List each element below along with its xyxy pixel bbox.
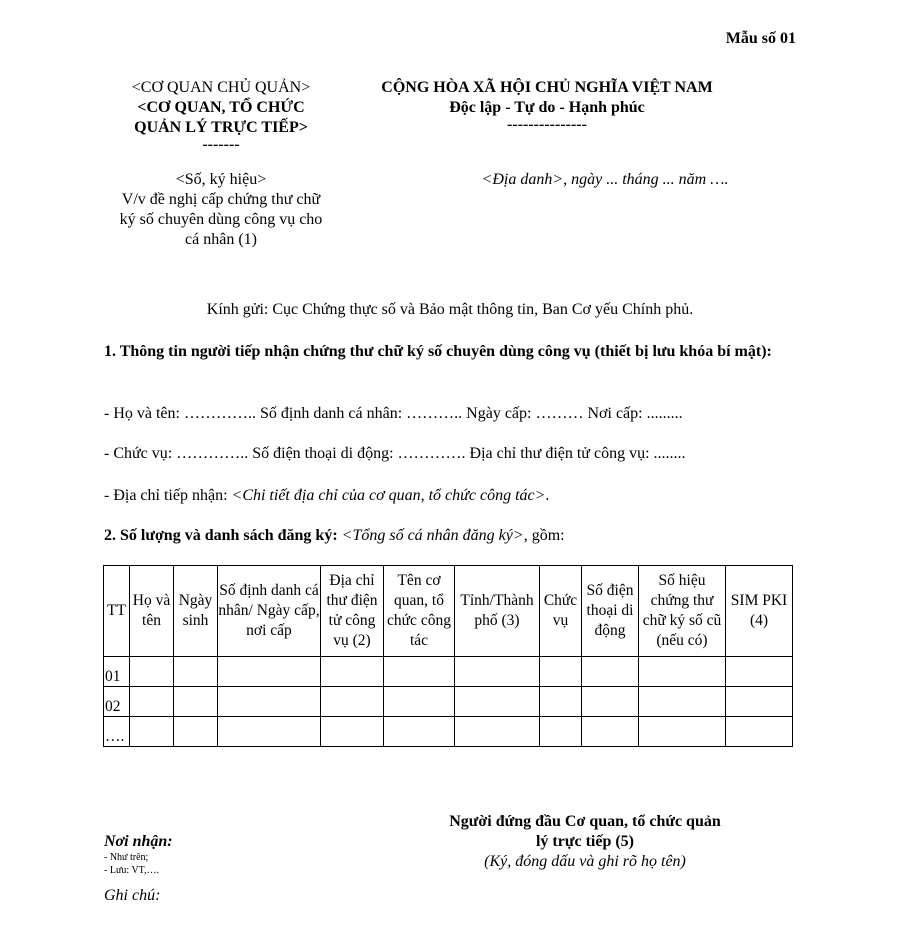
table-cell [174,687,218,717]
table-cell [455,657,540,687]
recipient-item: - Như trên; [104,852,149,863]
table-cell [540,687,582,717]
table-cell [130,717,174,747]
col-header-position: Chức vụ [540,566,582,657]
agency-divider: ------- [202,136,240,153]
table-cell [582,717,639,747]
place-date: <Địa danh>, ngày ... tháng ... năm …. [481,171,729,188]
salutation: Kính gửi: Cục Chứng thực số và Bảo mật thông tin, Ban Cơ yếu Chính phủ. [206,301,694,318]
section2-title [104,526,804,546]
national-title: CỘNG HÒA XÃ HỘI CHỦ NGHĨA VIỆT NAM [381,79,713,96]
col-header-dob: Ngày sinh [174,566,218,657]
direct-agency-line2: QUẢN LÝ TRỰC TIẾP> [134,119,308,136]
table-cell [218,657,321,687]
table-row [104,717,793,747]
table-cell [218,687,321,717]
table-cell [455,717,540,747]
table-cell [174,717,218,747]
direct-agency-line1: <CƠ QUAN, TỔ CHỨC [137,99,305,116]
national-header [352,78,742,132]
national-motto: Độc lập - Tự do - Hạnh phúc [449,99,645,116]
national-divider: --------------- [507,116,587,133]
subject-line1: V/v đề nghị cấp chứng thư chữ [121,191,321,208]
col-header-province: Tỉnh/Thành phố (3) [455,566,540,657]
table-cell [582,657,639,687]
address-label: - Địa chỉ tiếp nhận: [104,487,232,504]
col-header-sim-pki: SIM PKI (4) [726,566,793,657]
reference-number: <Số, ký hiệu> [175,171,267,188]
subject-line2: ký số chuyên dùng công vụ cho [119,211,323,228]
row-number: 01 [104,657,130,687]
col-header-agency: Tên cơ quan, tổ chức công tác [384,566,455,657]
agency-header [96,78,346,152]
table-header-row [104,566,793,657]
table-cell [726,657,793,687]
registration-table [103,565,793,747]
col-header-id: Số định danh cá nhân/ Ngày cấp, nơi cấp [218,566,321,657]
signer-title-line2: lý trực tiếp (5) [535,833,634,850]
table-cell [130,657,174,687]
table-row [104,687,793,717]
table-cell [384,687,455,717]
note-label: Ghi chú: [104,887,161,904]
col-header-email: Địa chỉ thư điện tử công vụ (2) [321,566,384,657]
signer-instruction: (Ký, đóng dấu và ghi rõ họ tên) [484,853,686,870]
field-address [104,486,804,506]
section1-title: 1. Thông tin người tiếp nhận chứng thư chữ ký số chuyên dùng công vụ (thiết bị lưu khóa bí mật): [104,343,772,360]
table-cell [726,717,793,747]
recipient-item: - Lưu: VT,…. [104,865,160,876]
table-cell [384,717,455,747]
table-cell [639,687,726,717]
table-cell [321,657,384,687]
section2-label: 2. Số lượng và danh sách đăng ký: [104,527,342,544]
table-cell [321,717,384,747]
section2-end: , gồm: [523,527,565,544]
signer-title-line1: Người đứng đầu Cơ quan, tổ chức quản [449,813,721,830]
field-position-contact: - Chức vụ: ………….. Số điện thoại di động: …………. Địa chỉ thư điện tử công vụ: ........ [104,445,686,462]
table-cell [582,687,639,717]
col-header-phone: Số điện thoại di động [582,566,639,657]
recipients-block [104,833,173,877]
table-cell [455,687,540,717]
table-cell [726,687,793,717]
table-cell [540,717,582,747]
row-number: …. [104,717,130,747]
col-header-fullname: Họ và tên [130,566,174,657]
address-end: . [545,487,550,504]
subject-line3: cá nhân (1) [185,231,257,248]
signer-block [420,812,750,872]
table-cell [639,717,726,747]
document-reference [96,170,346,250]
field-name-id: - Họ và tên: ………….. Số định danh cá nhân: ……….. Ngày cấp: ……… Nơi cấp: ......... [104,405,683,422]
table-cell [130,687,174,717]
address-value: <Chi tiết địa chỉ của cơ quan, tổ chức công tác> [231,487,546,504]
row-number: 02 [104,687,130,717]
table-cell [174,657,218,687]
table-row [104,657,793,687]
table-cell [384,657,455,687]
table-cell [321,687,384,717]
col-header-cert-no: Số hiệu chứng thư chữ ký số cũ (nếu có) [639,566,726,657]
table-cell [639,657,726,687]
form-number: Mẫu số 01 [725,30,796,47]
table-cell [218,717,321,747]
table-cell [540,657,582,687]
recipients-title: Nơi nhận: [104,833,173,850]
section2-value: <Tổng số cá nhân đăng ký> [341,527,524,544]
parent-agency: <CƠ QUAN CHỦ QUẢN> [131,79,311,96]
col-header-tt: TT [104,566,130,657]
